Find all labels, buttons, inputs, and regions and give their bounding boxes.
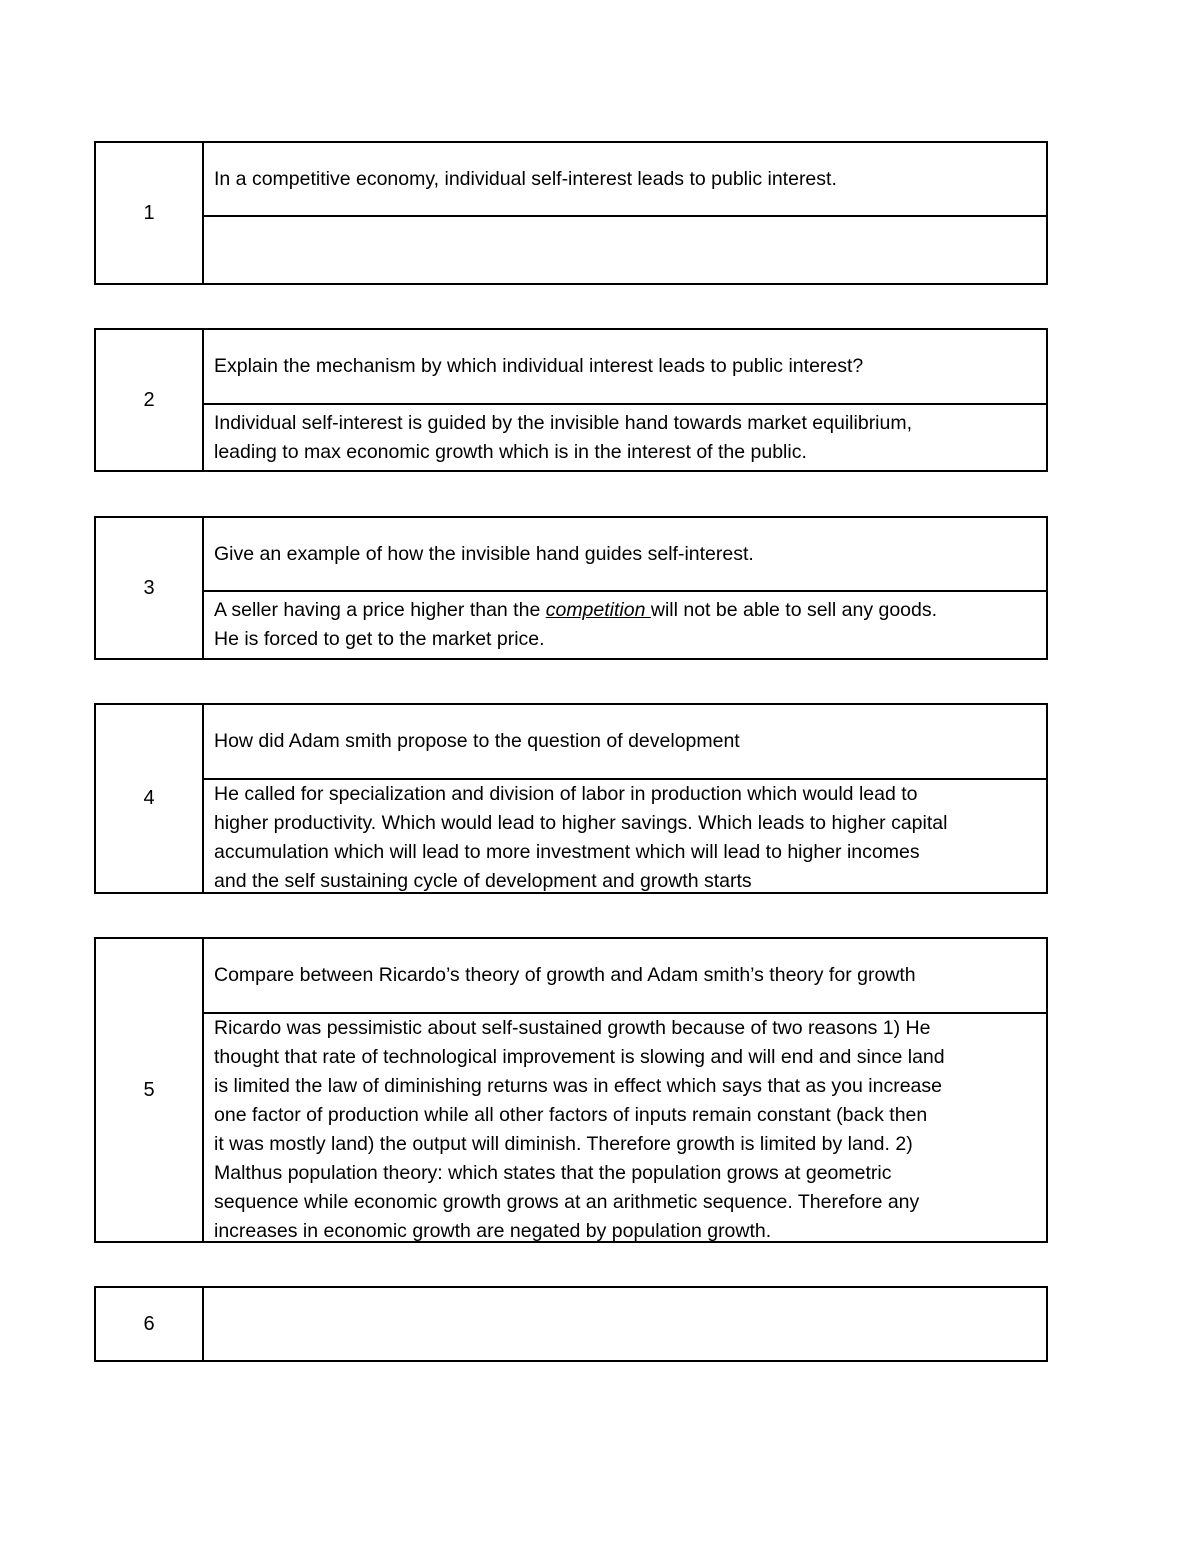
card-body (204, 1288, 1046, 1360)
answer-text-post: will not be able to sell any goods. (650, 599, 938, 621)
answer-line: accumulation which will lead to more investment which will lead to higher incomes (214, 841, 920, 863)
question-text: In a competitive economy, individual self-interest leads to public interest. (204, 143, 1046, 217)
answer-line: He called for specialization and division of labor in production which would lead to (214, 783, 918, 805)
card-5 (94, 937, 1048, 1243)
card-2 (94, 328, 1048, 472)
answer-cell (204, 405, 1046, 470)
answer-cell (204, 1288, 1046, 1360)
card-3 (94, 516, 1048, 660)
answer-line: it was mostly land) the output will diminish. Therefore growth is limited by land. 2) (214, 1133, 913, 1155)
question-text: Compare between Ricardo’s theory of growth and Adam smith’s theory for growth (204, 939, 1046, 1014)
card-body (204, 705, 1046, 892)
answer-line (214, 596, 1036, 625)
card-body (204, 143, 1046, 283)
card-1 (94, 141, 1048, 285)
answer-text-pre: A seller having a price higher than the (214, 599, 546, 621)
card-number: 3 (96, 518, 204, 658)
card-body (204, 330, 1046, 470)
question-text: Give an example of how the invisible hand guides self-interest. (204, 518, 1046, 592)
card-number: 5 (96, 939, 204, 1241)
answer-cell (204, 217, 1046, 283)
card-number: 2 (96, 330, 204, 470)
answer-cell (204, 780, 1046, 896)
card-number: 4 (96, 705, 204, 892)
card-body (204, 518, 1046, 658)
question-text: How did Adam smith propose to the question of development (204, 705, 1046, 780)
answer-line: Malthus population theory: which states that the population grows at geometric (214, 1162, 892, 1184)
question-text: Explain the mechanism by which individual interest leads to public interest? (204, 330, 1046, 405)
card-4 (94, 703, 1048, 894)
answer-line: and the self sustaining cycle of development and growth starts (214, 870, 752, 892)
answer-line: one factor of production while all other factors of inputs remain constant (back then (214, 1104, 928, 1126)
card-number: 1 (96, 143, 204, 283)
answer-line: sequence while economic growth grows at an arithmetic sequence. Therefore any (214, 1191, 920, 1213)
answer-line: higher productivity. Which would lead to higher savings. Which leads to higher capital (214, 812, 948, 834)
answer-line: leading to max economic growth which is in the interest of the public. (214, 440, 807, 463)
card-6 (94, 1286, 1048, 1362)
card-number: 6 (96, 1288, 204, 1360)
answer-line: is limited the law of diminishing returns was in effect which says that as you increase (214, 1075, 942, 1097)
card-body (204, 939, 1046, 1241)
answer-cell (204, 592, 1046, 658)
answer-cell (204, 1014, 1046, 1246)
answer-line: Individual self-interest is guided by the invisible hand towards market equilibrium, (214, 411, 913, 434)
answer-line: increases in economic growth are negated by population growth. (214, 1220, 772, 1242)
answer-line: thought that rate of technological improvement is slowing and will end and since land (214, 1046, 945, 1068)
answer-line: He is forced to get to the market price. (214, 628, 545, 650)
answer-line: Ricardo was pessimistic about self-sustained growth because of two reasons 1) He (214, 1017, 931, 1039)
answer-emphasis: competition (545, 599, 651, 621)
